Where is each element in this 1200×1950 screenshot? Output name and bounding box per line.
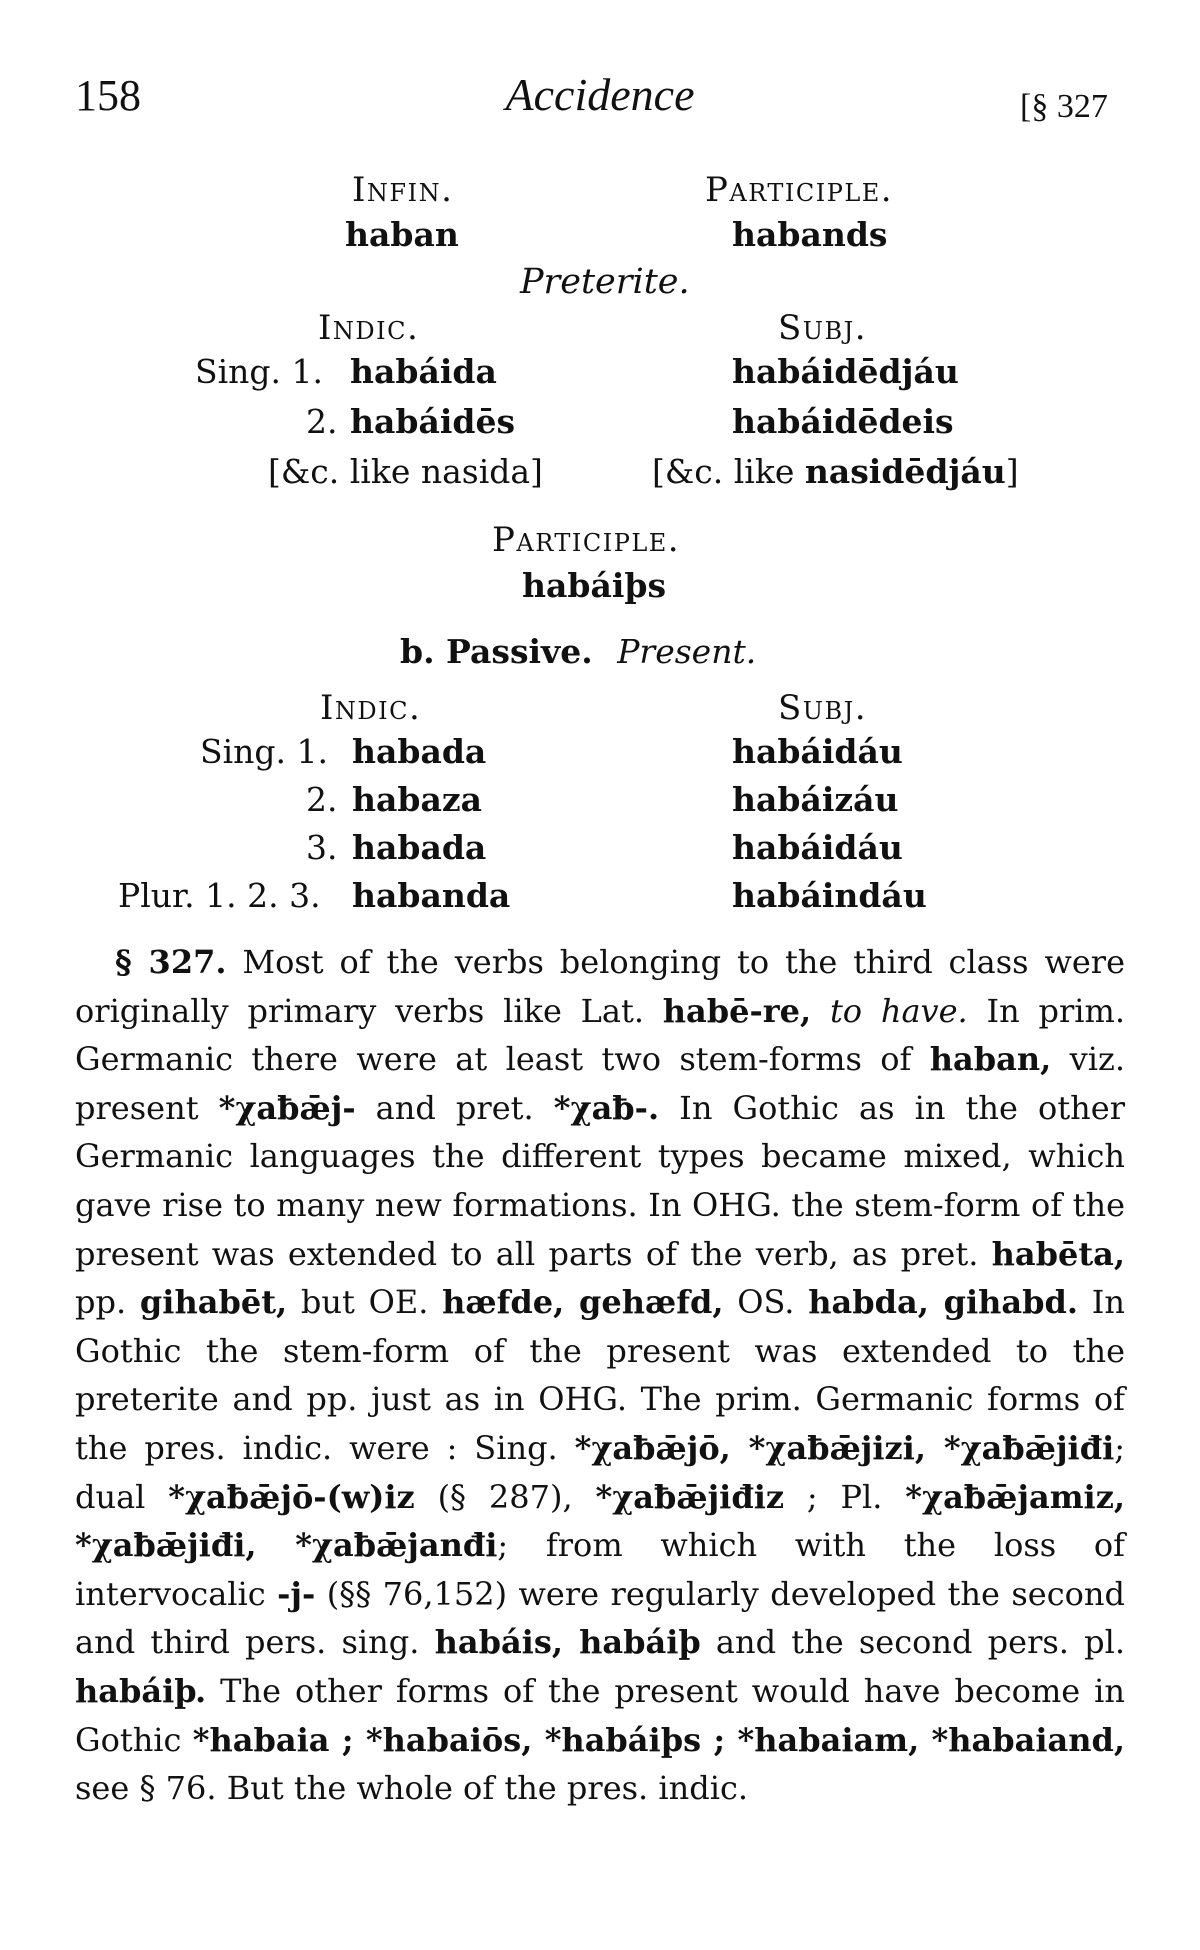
ohg-form: gihabēt, (139, 1283, 288, 1322)
passive-subj-form: habáidáu (732, 732, 903, 771)
ohg-form: habēta, (991, 1234, 1125, 1273)
preterite-indic-note: [&c. like nasida] (268, 452, 543, 491)
section-marker: [§ 327 (1020, 88, 1108, 125)
text-run: and the second pers. pl. (700, 1623, 1126, 1662)
infinitive-form: haban (345, 215, 459, 254)
gothic-form: *habaia ; *habaiōs, *habáiþs ; *habaiam, *habaiand, (192, 1720, 1126, 1759)
reconstructed-form: *χaƀǣjamiz, *χaƀǣjiđi, *χaƀǣjanđi (75, 1477, 1126, 1565)
gothic-form: habáiþ. (75, 1671, 207, 1710)
present-participle-form: habands (732, 215, 888, 254)
passive-indic-form: habanda (352, 876, 511, 915)
passive-subj-form: habáidáu (732, 828, 903, 867)
section-327-paragraph (75, 938, 1125, 1813)
participle-label: Participle. (705, 170, 894, 210)
reconstructed-form: *χaƀǣjiđiz (595, 1477, 785, 1516)
gothic-form: habáis, habáiþ (434, 1623, 701, 1662)
text-run: ; Pl. (784, 1477, 906, 1516)
passive-subj-label: Subj. (778, 688, 868, 728)
passive-indic-form: habada (352, 732, 487, 771)
passive-subj-form: habáindáu (732, 876, 927, 915)
preterite-participle-label: Participle. (492, 520, 681, 560)
text-run: but OE. (287, 1283, 443, 1322)
phoneme: -j- (277, 1574, 316, 1613)
passive-row-label: 3. (306, 828, 338, 867)
text-run: OS. (723, 1283, 809, 1322)
preterite-subj-1: habáidēdjáu (732, 352, 959, 391)
text-run: In prim. Germanic there were at least two stem-forms of (75, 991, 1126, 1079)
text-run: ; from which with the loss of intervocalic (75, 1526, 1126, 1613)
reconstructed-form: *χaƀǣjō, *χaƀǣjizi, *χaƀǣjiđi (574, 1428, 1115, 1467)
gothic-form: habē-re, (662, 991, 812, 1030)
section-number: § 327. (115, 943, 227, 981)
passive-indic-label: Indic. (320, 688, 422, 728)
passive-row-label: Plur. 1. 2. 3. (118, 876, 321, 915)
subj-note-prefix: [&c. like (652, 452, 805, 491)
reconstructed-form: *χaƀ-. (553, 1088, 660, 1127)
text-run: and pret. (355, 1088, 554, 1127)
text-run: ; dual (75, 1428, 1126, 1516)
passive-subj-form: habáizáu (732, 780, 899, 819)
passive-heading (400, 632, 756, 671)
reconstructed-form: *χaƀǣj- (218, 1088, 356, 1127)
preterite-indic-label: Indic. (318, 308, 420, 348)
preterite-sing-label: Sing. 1. (195, 352, 324, 391)
preterite-indic-1: habáida (350, 352, 497, 391)
os-form: habda, gihabd. (808, 1283, 1079, 1322)
text-run: viz. present (75, 1040, 1126, 1127)
infinitive-label: Infin. (352, 170, 454, 210)
passive-row-label: Sing. 1. (200, 732, 329, 771)
preterite-participle-form: habáiþs (522, 566, 667, 605)
gloss: to have. (829, 991, 968, 1030)
present-label: Present. (617, 632, 757, 671)
text-run: In Gothic as in the other Germanic languages the different types became mixed, which gave rise to many new formations. In OHG. the stem-form of the present was extended to all parts of the verb, as pret. (75, 1088, 1126, 1273)
page-number: 158 (75, 71, 141, 120)
passive-row-label: 2. (306, 780, 338, 819)
text-run: Most of the verbs belonging to the third class were originally primary verbs like Lat. (75, 943, 1126, 1030)
text-run: pp. (75, 1283, 140, 1322)
text-run: In Gothic the stem-form of the present was extended to the preterite and pp. just as in OHG. The prim. Germanic forms of the pres. indic. were : Sing. (75, 1283, 1126, 1467)
preterite-indic-2: habáidēs (350, 402, 516, 441)
passive-indic-form: habada (352, 828, 487, 867)
running-title: Accidence (505, 69, 695, 120)
preterite-row2-label: 2. (306, 402, 338, 441)
subj-note-word: nasidēdjáu (804, 452, 1006, 491)
preterite-subj-2: habáidēdeis (732, 402, 954, 441)
subj-note-suffix: ] (1005, 452, 1019, 491)
preterite-subj-label: Subj. (778, 308, 868, 348)
preterite-heading: Preterite. (520, 262, 690, 302)
oe-form: hæfde, gehæfd, (442, 1283, 724, 1322)
passive-indic-form: habaza (352, 780, 482, 819)
text-run: The other forms of the present would have become in Gothic (75, 1671, 1125, 1759)
passive-label: b. Passive. (400, 632, 593, 671)
preterite-subj-note (652, 452, 1019, 491)
text-run: (§ 287), (414, 1477, 596, 1516)
text-run: (§§ 76,152) were regularly developed the second and third pers. sing. (75, 1574, 1126, 1662)
gothic-form: haban, (929, 1040, 1052, 1079)
text-run: see § 76. But the whole of the pres. indic. (75, 1769, 749, 1808)
reconstructed-form: *χaƀǣjō-(w)iz (168, 1477, 415, 1516)
